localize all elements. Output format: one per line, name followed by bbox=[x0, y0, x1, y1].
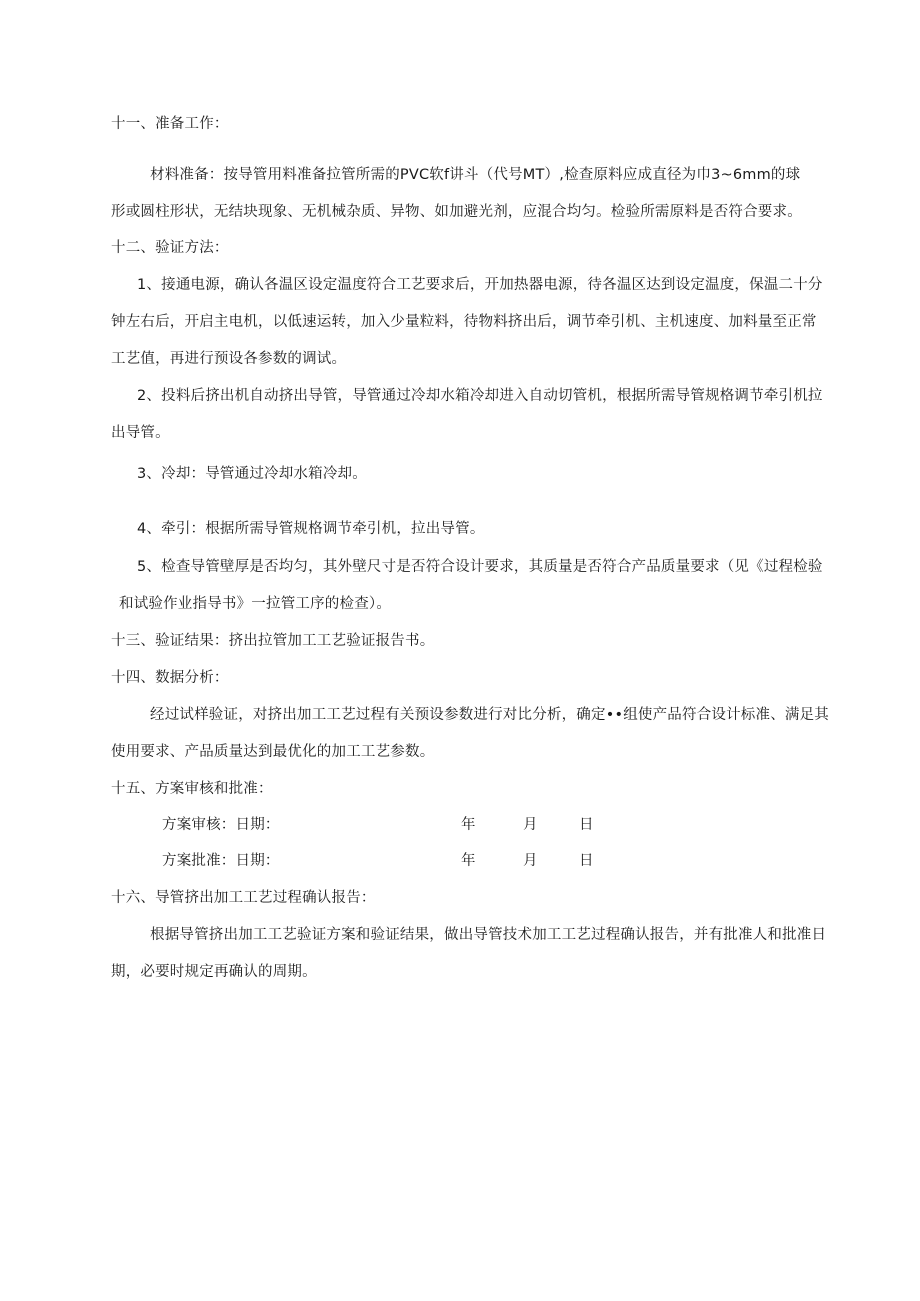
review-day-label: 日 bbox=[579, 817, 594, 833]
section-14-paragraph-line-1: 经过试样验证，对挤出加工工艺过程有关预设参数进行对比分析，确定••组使产品符合设计标准、满足其 bbox=[150, 707, 830, 723]
section-12-item-3: 3、冷却：导管通过冷却水箱冷却。 bbox=[137, 466, 367, 482]
section-12-item-1-line-1: 1、接通电源，确认各温区设定温度符合工艺要求后，开加热器电源，待各温区达到设定温度，保温二十分 bbox=[137, 277, 823, 293]
review-date-label: 方案审核：日期： bbox=[162, 817, 280, 833]
section-16-paragraph-line-2: 期，必要时规定再确认的周期。 bbox=[111, 964, 317, 980]
review-month-label: 月 bbox=[523, 817, 538, 833]
approve-date-label: 方案批准：日期： bbox=[162, 853, 280, 869]
section-13-heading: 十三、验证结果：挤出拉管加工工艺验证报告书。 bbox=[111, 633, 435, 649]
section-12-item-2-line-1: 2、投料后挤出机自动挤出导管，导管通过冷却水箱冷却进入自动切管机，根据所需导管规格调节牵引机拉 bbox=[137, 388, 823, 404]
section-15-heading: 十五、方案审核和批准： bbox=[111, 781, 273, 797]
section-14-paragraph-line-2: 使用要求、产品质量达到最优化的加工工艺参数。 bbox=[111, 744, 435, 760]
approve-month-label: 月 bbox=[523, 853, 538, 869]
section-11-heading: 十一、准备工作： bbox=[111, 116, 229, 132]
section-12-item-5-line-2: 和试验作业指导书》一拉管工序的检查）。 bbox=[119, 596, 392, 612]
section-12-heading: 十二、验证方法： bbox=[111, 240, 229, 256]
section-11-paragraph-line-1: 材料准备：按导管用料准备拉管所需的PVC软f讲斗（代号MT）,检查原料应成直径为巾3~6mm的球 bbox=[150, 167, 801, 183]
section-12-item-1-line-2: 钟左右后，开启主电机，以低速运转，加入少量粒料，待物料挤出后，调节牵引机、主机速度、加料量至正常 bbox=[111, 314, 817, 330]
section-12-item-1-line-3: 工艺值，再进行预设各参数的调试。 bbox=[111, 351, 347, 367]
section-12-item-2-line-2: 出导管。 bbox=[111, 425, 170, 441]
section-14-heading: 十四、数据分析： bbox=[111, 670, 229, 686]
approve-year-label: 年 bbox=[461, 853, 476, 869]
section-11-paragraph-line-2: 形或圆柱形状，无结块现象、无机械杂质、异物、如加避光剂，应混合均匀。检验所需原料是否符合要求。 bbox=[111, 204, 802, 220]
review-year-label: 年 bbox=[461, 817, 476, 833]
section-12-item-4: 4、牵引：根据所需导管规格调节牵引机，拉出导管。 bbox=[137, 521, 485, 537]
section-12-item-5-line-1: 5、检查导管壁厚是否均匀，其外壁尺寸是否符合设计要求，其质量是否符合产品质量要求（见《过程检验 bbox=[137, 559, 823, 575]
section-16-heading: 十六、导管挤出加工工艺过程确认报告： bbox=[111, 890, 376, 906]
section-16-paragraph-line-1: 根据导管挤出加工工艺验证方案和验证结果，做出导管技术加工工艺过程确认报告，并有批准人和批准日 bbox=[150, 927, 827, 943]
approve-day-label: 日 bbox=[579, 853, 594, 869]
